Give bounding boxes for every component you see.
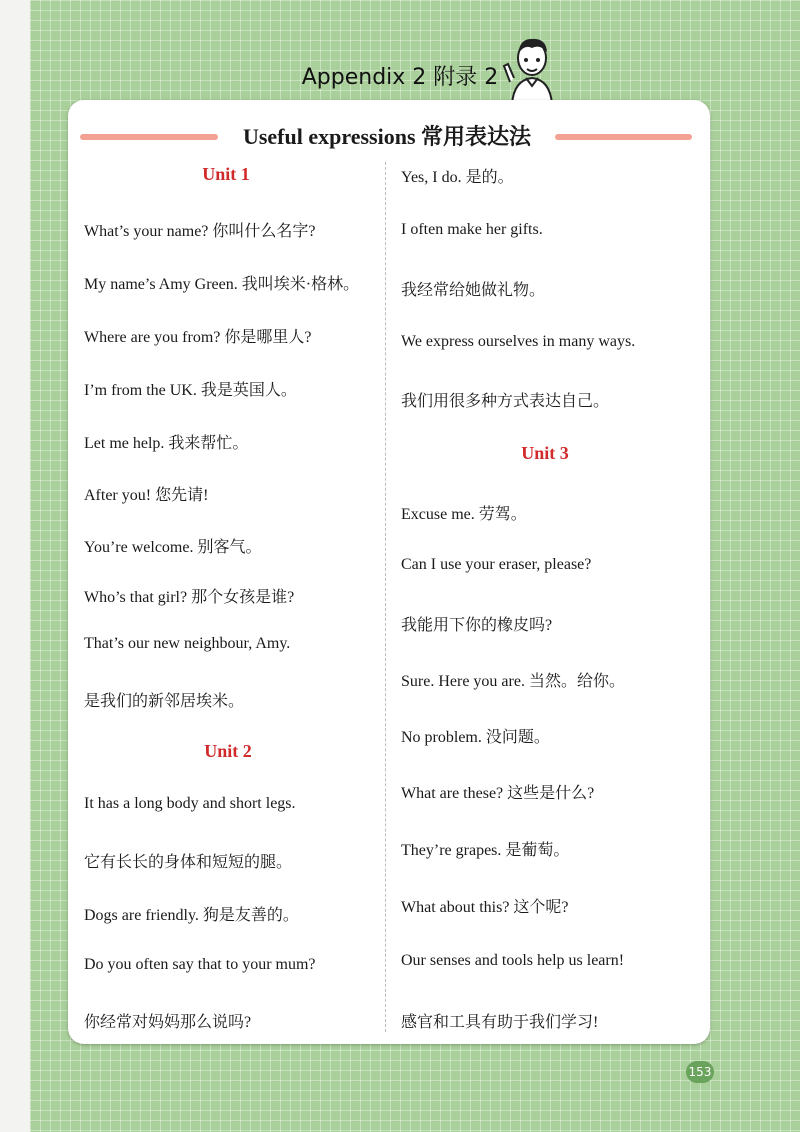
expression-line: No problem. 没问题。 (401, 729, 550, 746)
expression-line: 我们用很多种方式表达自己。 (401, 393, 610, 410)
title-bar-left (80, 134, 218, 140)
expression-line: Yes, I do. 是的。 (401, 169, 514, 186)
expression-line: What’s your name? 你叫什么名字? (84, 223, 316, 240)
expression-line: Let me help. 我来帮忙。 (84, 435, 249, 452)
expression-line: Dogs are friendly. 狗是友善的。 (84, 907, 299, 924)
expression-line: Do you often say that to your mum? (84, 956, 316, 973)
column-divider (385, 162, 386, 1032)
expression-line: Can I use your eraser, please? (401, 556, 592, 573)
page-left-edge (0, 0, 30, 1132)
unit-3-heading: Unit 3 (521, 443, 569, 463)
unit-2-heading: Unit 2 (204, 741, 252, 761)
page-number-badge: 153 (686, 1061, 714, 1083)
expression-line: 我能用下你的橡皮吗? (401, 617, 553, 634)
expression-line: Who’s that girl? 那个女孩是谁? (84, 589, 295, 606)
unit-1-heading: Unit 1 (202, 164, 250, 184)
expression-line: Sure. Here you are. 当然。给你。 (401, 673, 625, 690)
expression-line: I often make her gifts. (401, 221, 543, 238)
expression-line: I’m from the UK. 我是英国人。 (84, 382, 297, 399)
expression-line: That’s our new neighbour, Amy. (84, 635, 291, 652)
expression-line: What are these? 这些是什么? (401, 785, 595, 802)
section-title: Useful expressions 常用表达法 (242, 124, 532, 149)
title-bar-right (555, 134, 692, 140)
boy-mascot-icon (502, 30, 562, 104)
expression-line: 我经常给她做礼物。 (401, 282, 546, 299)
expression-line: We express ourselves in many ways. (401, 333, 636, 350)
expression-line: Our senses and tools help us learn! (401, 952, 625, 969)
expression-line: Excuse me. 劳驾。 (401, 506, 527, 523)
expression-line: 它有长长的身体和短短的腿。 (84, 854, 293, 871)
expression-line: It has a long body and short legs. (84, 795, 296, 812)
expression-line: After you! 您先请! (84, 487, 209, 504)
expression-line: My name’s Amy Green. 我叫埃米·格林。 (84, 276, 360, 293)
appendix-title: Appendix 2 附录 2 (301, 65, 499, 90)
expression-line: 是我们的新邻居埃米。 (84, 693, 245, 710)
expression-line: Where are you from? 你是哪里人? (84, 329, 312, 346)
expression-line: 你经常对妈妈那么说吗? (84, 1014, 252, 1031)
expression-line: 感官和工具有助于我们学习! (401, 1014, 599, 1031)
expression-line: What about this? 这个呢? (401, 899, 569, 916)
expression-line: You’re welcome. 别客气。 (84, 539, 262, 556)
expression-line: They’re grapes. 是葡萄。 (401, 842, 570, 859)
section-title-row (80, 120, 692, 156)
